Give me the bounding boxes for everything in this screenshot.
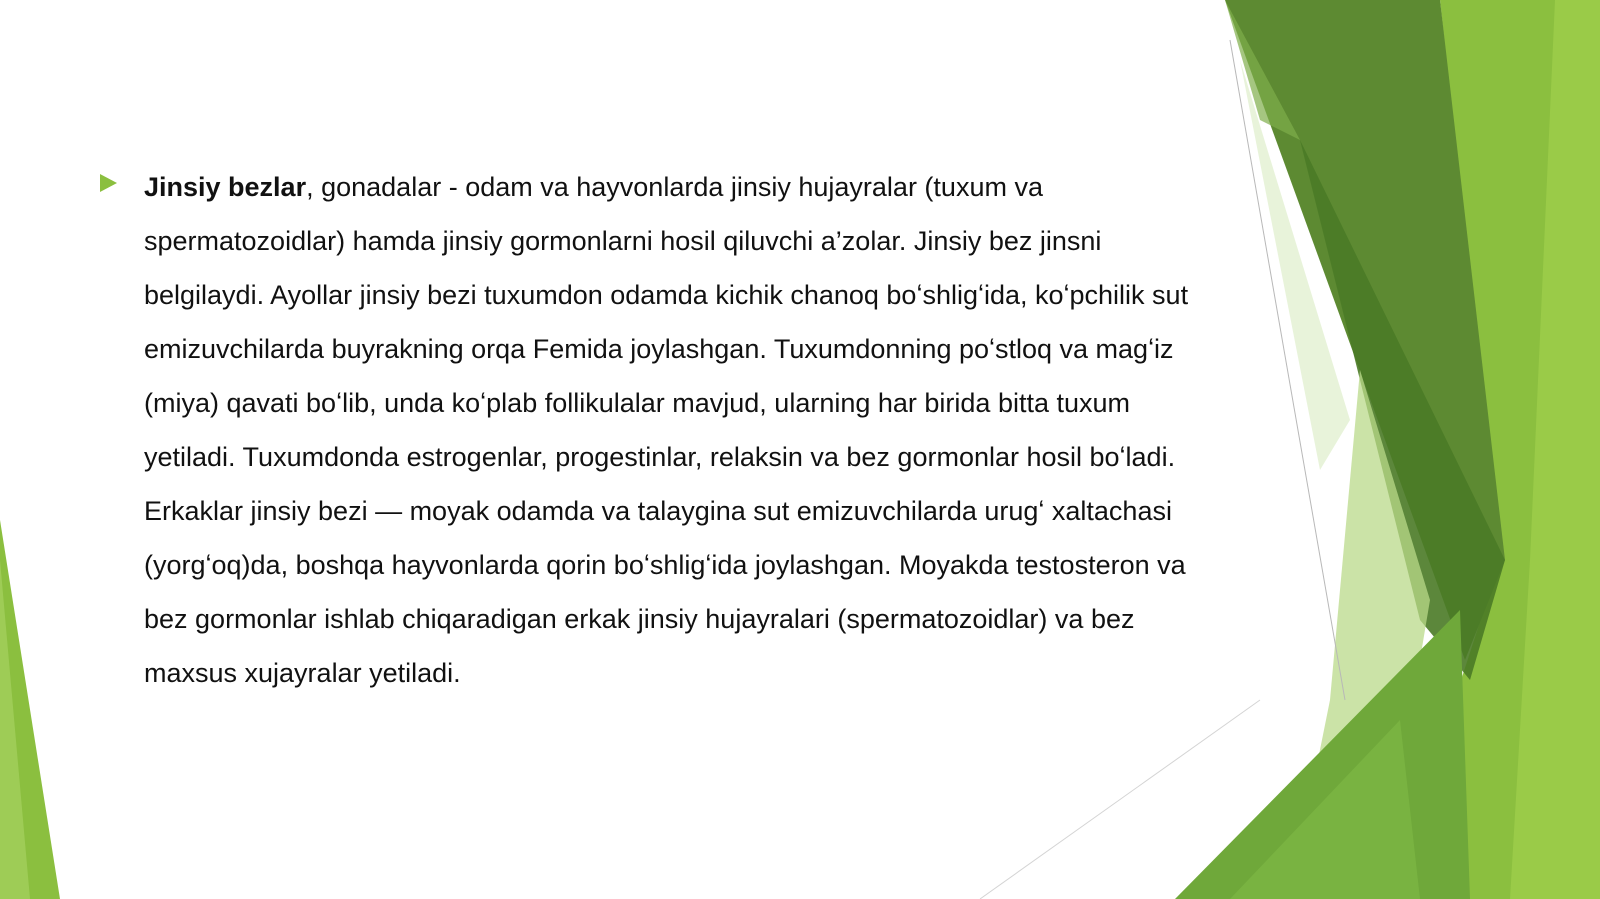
triangle-bullet-icon (100, 174, 117, 192)
term-heading: Jinsiy bezlar (144, 172, 307, 202)
content-area (100, 160, 1220, 700)
bullet-item (100, 160, 1220, 700)
paragraph-text: , gonadalar - odam va hayvonlarda jinsiy hujayralar (tuxum va spermatozoidlar) hamda jinsiy gormonlarni hosil qiluvchi a’zolar. Jinsiy bez jinsni belgilaydi. Ayollar jinsiy bezi tuxumdon odamda kichik chanoq boʻshligʻida, koʻpchilik sut emizuvchilarda buyrakning orqa Femida joylashgan. Tuxumdonning poʻstloq va magʻiz (miya) qavati boʻlib, unda koʻplab follikulalar mavjud, ularning har birida bitta tuxum yetiladi. Tuxumdonda estrogenlar, progestinlar, relaksin va bez gormonlar hosil boʻladi. Erkaklar jinsiy bezi — moyak odamda va talaygina sut emizuvchilarda urugʻ xaltachasi (yorgʻoq)da, boshqa hayvonlarda qorin boʻshligʻida joylashgan. Moyakda testosteron va bez gormonlar ishlab chiqaradigan erkak jinsiy hujayralari (spermatozoidlar) va bez maxsus xujayralar yetiladi. (144, 172, 1189, 688)
body-paragraph (144, 160, 1220, 700)
